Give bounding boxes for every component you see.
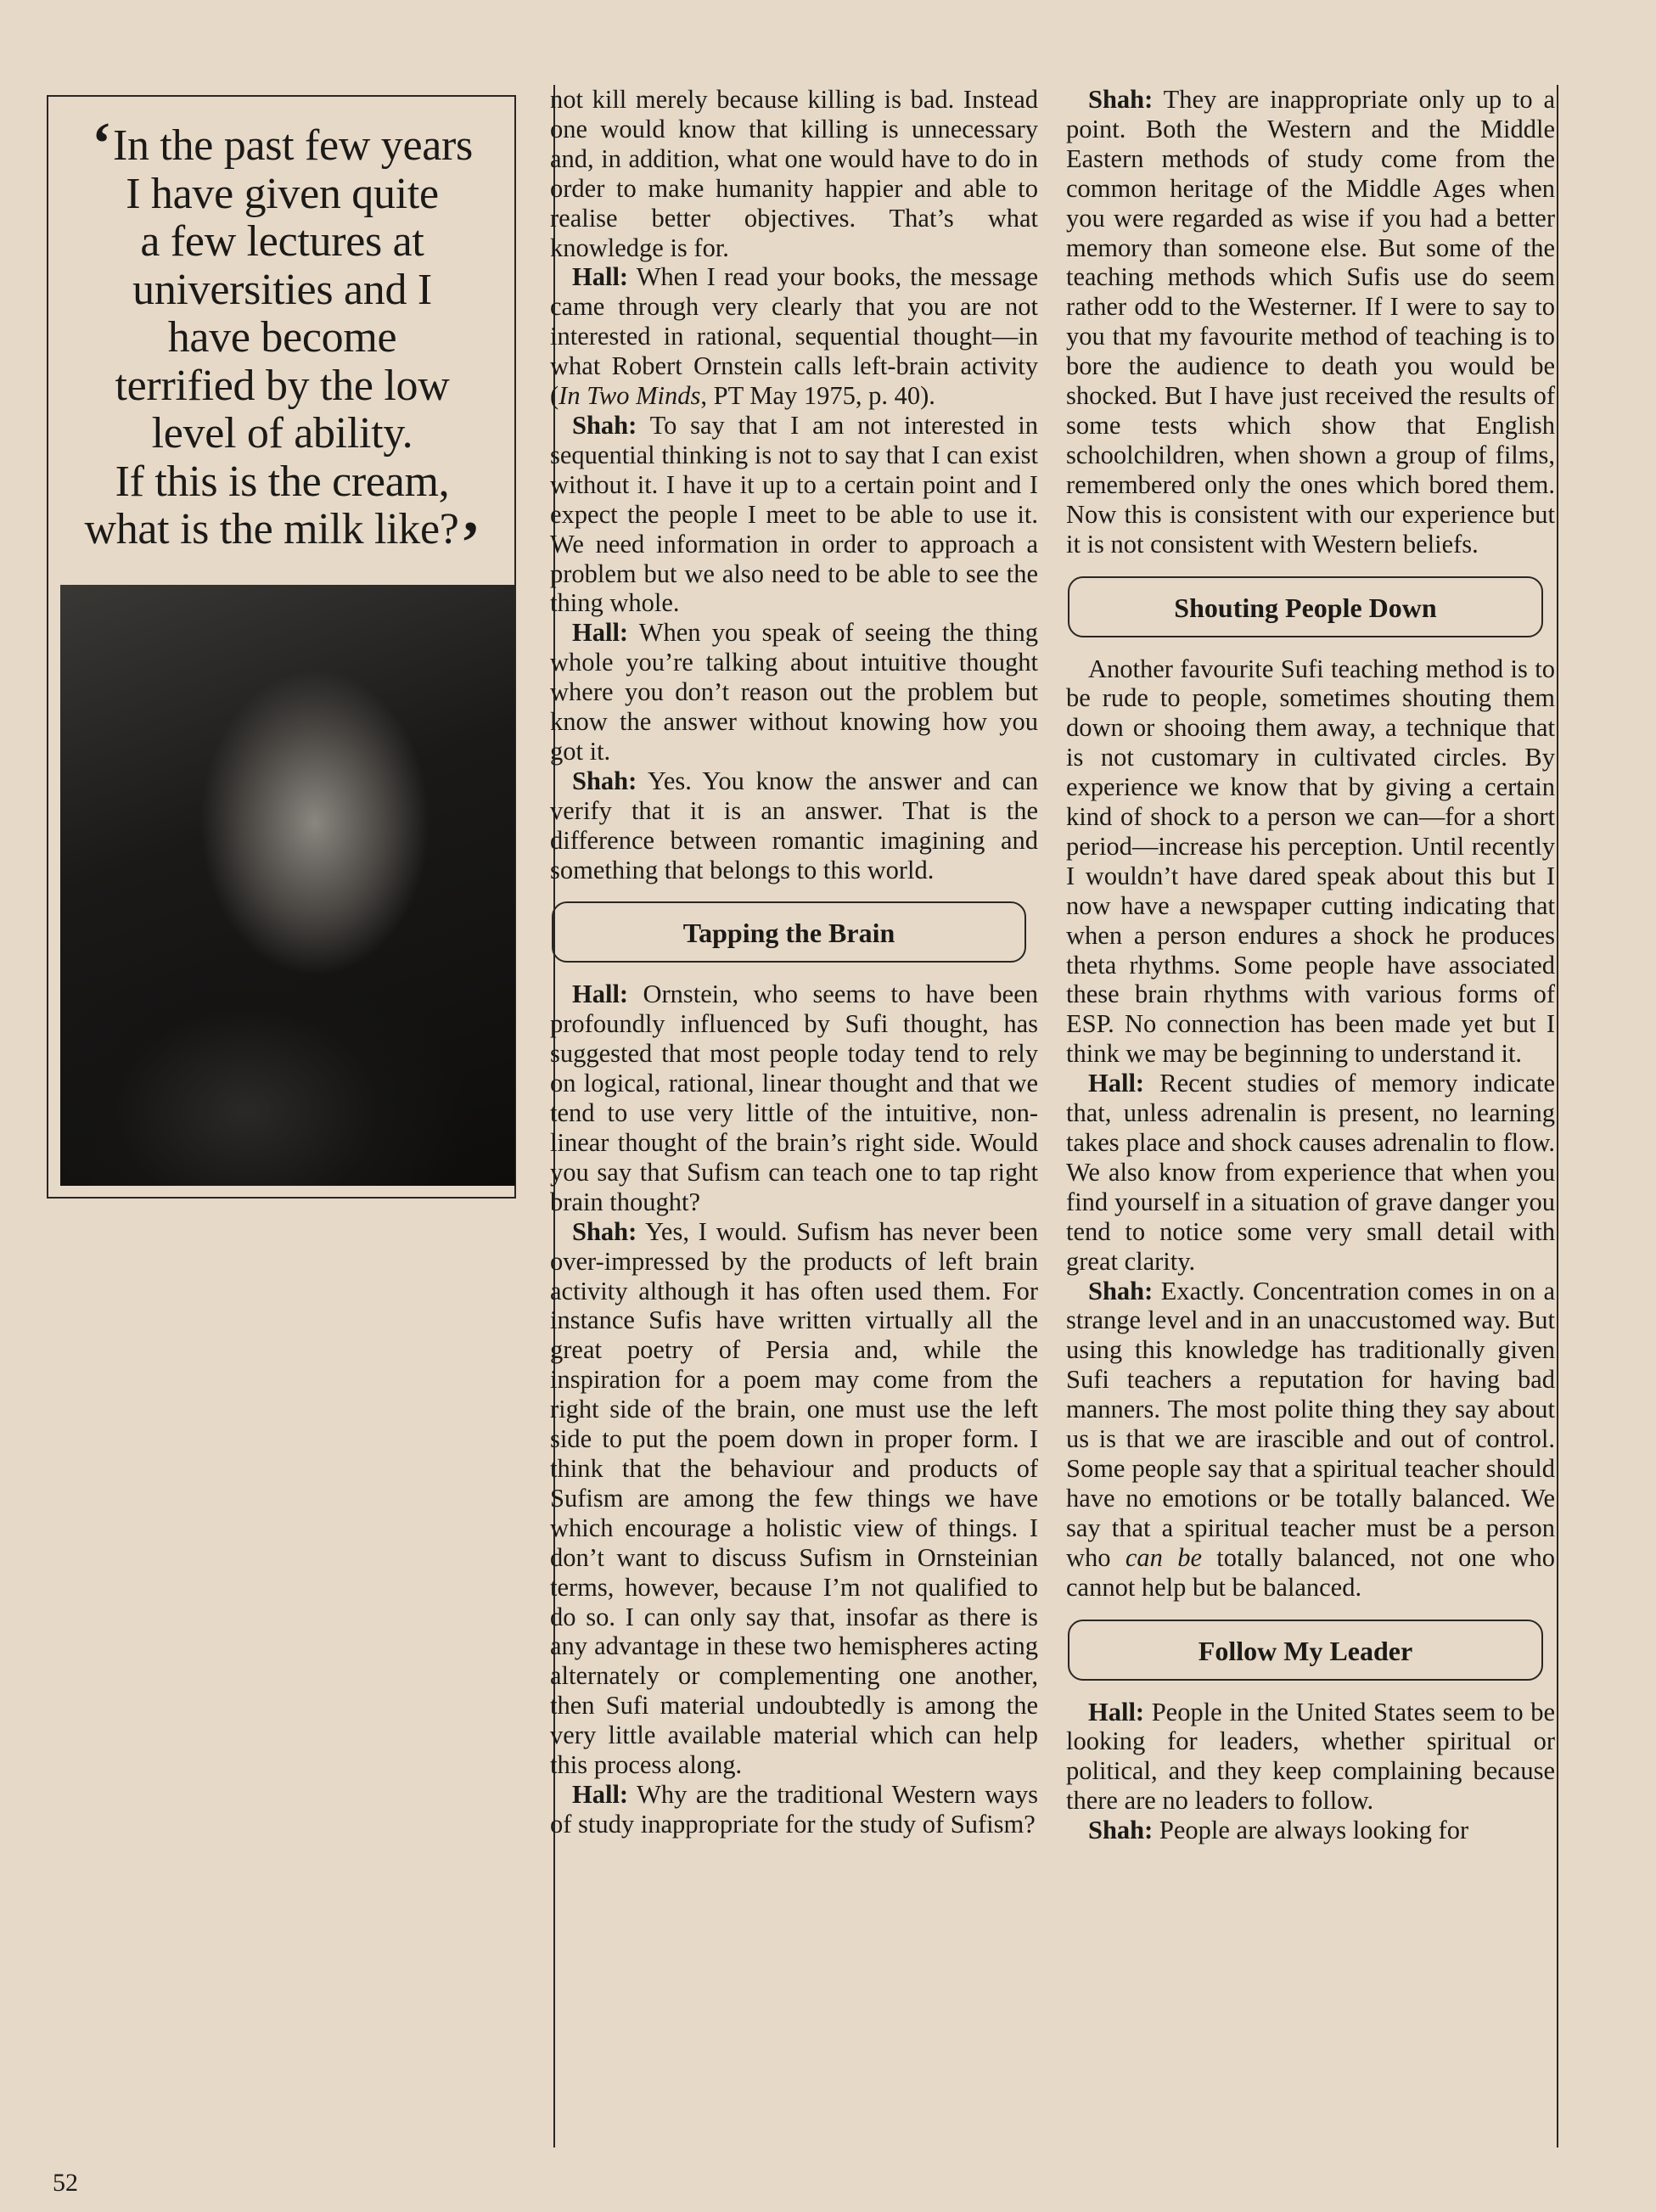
paragraph-text: Yes, I would. Sufism has never been over-impressed by the products of left brain activity although it has often used them. For instance Sufis have written virtually all the great poetry of Persia and, while the inspiration for a poem may come from the right side of the brain, one must use the left side to put the poem down in proper form. I think that the behaviour and products of Sufism are among the few things we have which encourage a holistic view of things. I don’t want to discuss Sufism in Ornsteinian terms, however, because I’m not qualified to do so. I can only say that, insofar as there is any advantage in these two hemispheres acting alternately or complementing one another, then Sufi material undoubtedly is among the very little available material which can help this process along. [550,1216,1038,1780]
portrait-photo [60,585,515,1186]
paragraph [550,411,1038,618]
open-quote-mark: ‘ [92,111,112,177]
paragraph-text: Yes. You know the answer and can verify that it is an answer. That is the difference between romantic imagining and something that belongs to this world. [550,766,1038,884]
pull-quote [48,97,514,575]
paragraph [1066,1069,1555,1276]
speaker-label: Hall: [572,980,629,1009]
speaker-label: Shah: [1088,1816,1154,1845]
subhead-tapping-the-brain: Tapping the Brain [552,901,1026,963]
pull-quote-line: level of ability. [151,409,413,458]
pull-quote-line: If this is the cream, [115,457,450,506]
paragraph-text: Recent studies of memory indicate that, unless adrenalin is present, no learning takes place and shock causes adrenalin to flow. We also know from experience that when you find yourself in a situation of grave danger you tend to notice some very small detail with great clarity. [1066,1069,1555,1276]
paragraph [550,766,1038,885]
paragraph [1066,1277,1555,1603]
speaker-label: Shah: [572,1216,637,1246]
paragraph [550,85,1038,262]
speaker-label: Hall: [572,1779,629,1809]
pull-quote-line: a few lectures at [140,217,424,266]
column-1-paragraphs-b [550,980,1038,1839]
paragraph-text: They are inappropriate only up to a point. Both the Western and the Middle Eastern methods of study come from the common heritage of the Middle Ages when you were regarded as wise if you had a better memory than someone else. But some of the teaching methods which Sufis use do seem rather odd to the Westerner. If I were to say to you that my favourite method of teaching is to bore the audience to death you would be shocked. But I have just received the results of some tests which show that English schoolchildren, when shown a group of films, remembered only the ones which bored them. Now this is consistent with our experience but it is not consistent with Western beliefs. [1066,85,1556,559]
paragraph [1066,654,1555,1070]
close-quote-mark: ’ [460,510,480,575]
speaker-label: Shah: [572,410,637,440]
paragraph [1066,1816,1555,1845]
speaker-label: Shah: [572,766,637,795]
paragraph-text: People are always looking for [1159,1816,1469,1845]
speaker-label: Hall: [572,262,629,292]
paragraph [550,980,1038,1216]
pull-quote-line: ‘In the past few years [92,111,473,177]
paragraph [550,262,1038,411]
column-2-paragraphs-b [1066,654,1555,1603]
pull-quote-box [47,95,516,1199]
pull-quote-line: what is the milk like?’ [84,505,480,575]
italic-text: can be [1125,1542,1202,1572]
paragraph-text: Ornstein, who seems to have been profoundly influenced by Sufi thought, has suggested that most people today tend to rely on logical, rational, linear thought and that we tend to use very little of the intuitive, non-linear thought of the brain’s right side. Would you say that Sufism can teach one to tap right brain thought? [550,980,1038,1216]
paragraph [1066,85,1555,559]
pull-quote-line: terrified by the low [115,361,450,410]
paragraph-text: To say that I am not interested in sequential thinking is not to say that I can exist without it. I have it up to a certain point and I expect the people I meet to be able to use it. We need information in order to approach a problem but we also need to be able to see the thing whole. [550,410,1038,618]
text-column-1 [550,85,1038,1839]
subhead-follow-my-leader: Follow My Leader [1068,1620,1543,1681]
paragraph-text: Another favourite Sufi teaching method is to be rude to people, sometimes shouting them down or shooing them away, a technique that is not customary in cultivated circles. By experience we know that by giving a certain kind of shock to a person we can—for a short period—increase his perception. Until recently I wouldn’t have dared speak about this but I now have a newspaper cutting indicating that when a person endures a shock he produces theta rhythms. Some people have associated these brain rhythms with various forms of ESP. No connection has been made yet but I think we may be beginning to understand it. [1066,654,1555,1069]
column-1-paragraphs [550,85,1038,884]
column-2-paragraphs-c [1066,1698,1555,1846]
column-divider [1557,85,1558,2147]
paragraph-text: People in the United States seem to be looking for leaders, whether spiritual or political, and they keep complaining because there are no leaders to follow. [1066,1697,1555,1816]
paragraph-text: Exactly. Concentration comes in on a strange level and in an unaccustomed way. But using this knowledge has traditionally given Sufi teachers a reputation for having bad manners. The most polite thing they say about us is that we are irascible and out of control. Some people say that a spiritual teacher should have no emotions or be totally balanced. We say that a spiritual teacher must be a person who [1066,1276,1555,1572]
paragraph [1066,1698,1555,1816]
pull-quote-line: universities and I [132,265,432,314]
column-2-paragraphs [1066,85,1555,559]
paragraph-text: Why are the traditional Western ways of study inappropriate for the study of Sufism? [550,1779,1038,1839]
italic-text: In Two Minds [559,381,701,411]
speaker-label: Hall: [572,618,629,648]
subhead-shouting-people-down: Shouting People Down [1068,576,1543,637]
pull-quote-line: have become [167,313,397,362]
paragraph [550,618,1038,766]
pull-quote-line: I have given quite [126,169,439,218]
paragraph [550,1780,1038,1839]
paragraph [550,1217,1038,1780]
speaker-label: Shah: [1088,85,1154,114]
paragraph-text: totally balanced, not one who cannot help but be balanced. [1066,1542,1556,1602]
speaker-label: Hall: [1088,1697,1145,1726]
page-number: 52 [53,2169,78,2197]
text-column-2 [1066,85,1555,1845]
speaker-label: Hall: [1088,1069,1145,1098]
speaker-label: Shah: [1088,1276,1154,1305]
paragraph-text: When I read your books, the message came through very clearly that you are not interested in rational, sequential thought—in what Robert Ornstein calls left-brain activity ( [550,262,1038,411]
paragraph-text: , PT May 1975, p. 40). [700,381,935,411]
paragraph-text: not kill merely because killing is bad. Instead one would know that killing is unnecessary and, in addition, what one would have to do in order to make humanity happier and able to realise better objectives. That’s what knowledge is for. [550,85,1038,262]
paragraph-text: When you speak of seeing the thing whole you’re talking about intuitive thought where you don’t reason out the problem but know the answer without knowing how you got it. [550,618,1038,766]
